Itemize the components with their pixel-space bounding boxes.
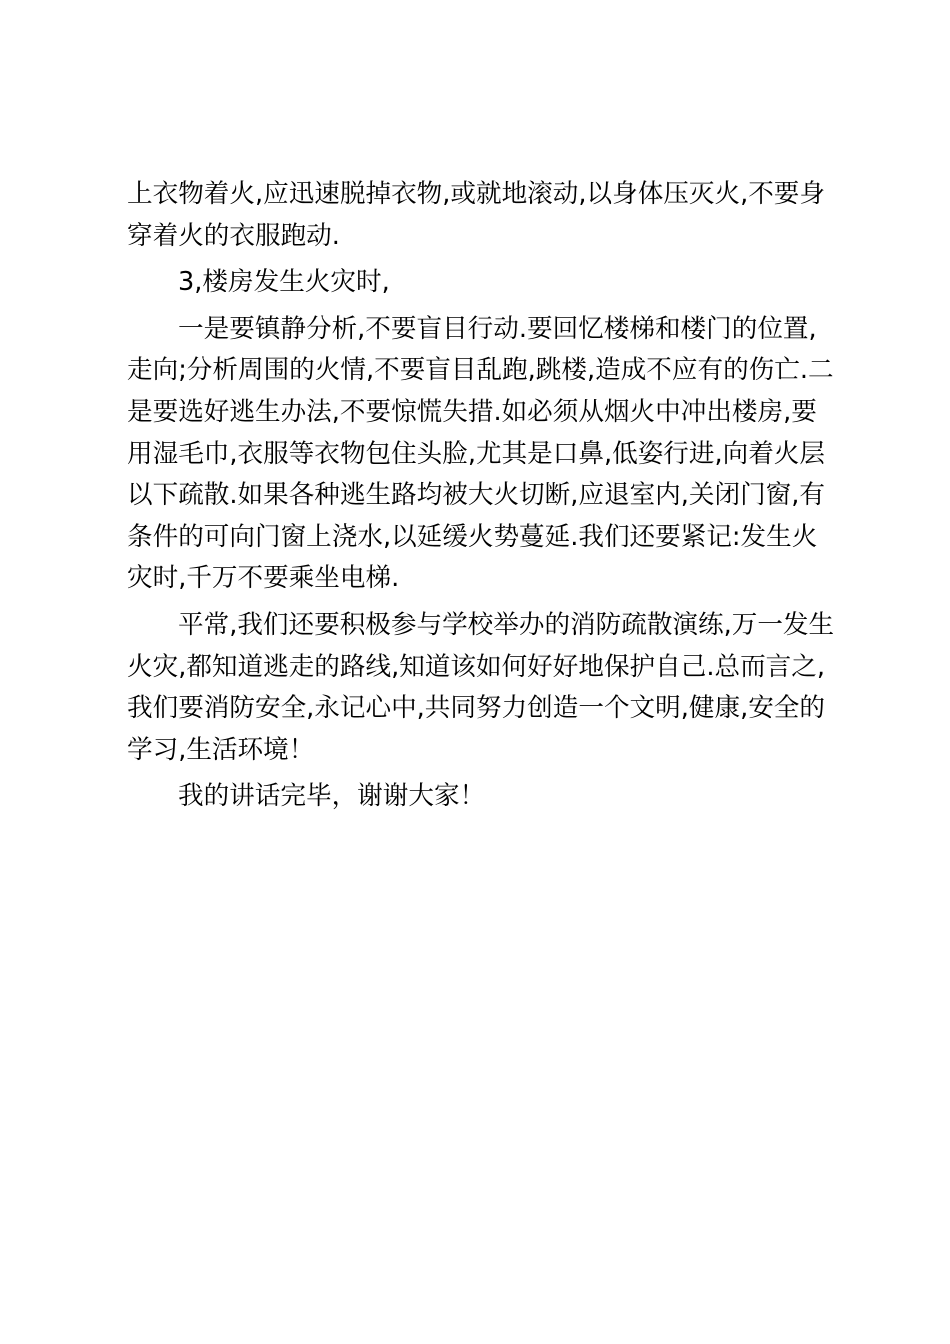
paragraph-escape-advice xyxy=(127,309,839,600)
paragraph-drill xyxy=(127,605,839,771)
text-line: 我们要消防安全,永记心中,共同努力创造一个文明,健康,安全的 xyxy=(127,693,825,724)
text-line: 学习,生活环境！ xyxy=(127,734,315,765)
paragraph-closing xyxy=(127,776,839,818)
document-body xyxy=(127,174,839,818)
text-line: 火灾,都知道逃走的路线,知道该如何好好地保护自己.总而言之, xyxy=(127,651,825,682)
text-line: 平常,我们还要积极参与学校举办的消防疏散演练,万一发生 xyxy=(178,609,835,640)
closing-line: 我的讲话完毕，谢谢大家！ xyxy=(178,781,486,812)
text-line: 是要选好逃生办法,不要惊慌失措.如必须从烟火中冲出楼房,要 xyxy=(127,396,817,427)
text-line: 用湿毛巾,衣服等衣物包住头脸,尤其是口鼻,低姿行进,向着火层 xyxy=(127,438,825,469)
paragraph-clothing-fire xyxy=(127,174,839,257)
section-heading: 3,楼房发生火灾时, xyxy=(178,267,390,298)
text-line: 条件的可向门窗上浇水,以延缓火势蔓延.我们还要紧记:发生火 xyxy=(127,521,818,552)
paragraph-building-fire-heading xyxy=(127,262,839,304)
text-line: 以下疏散.如果各种逃生路均被大火切断,应退室内,关闭门窗,有 xyxy=(127,480,825,511)
text-line: 穿着火的衣服跑动. xyxy=(127,220,340,251)
text-line: 上衣物着火,应迅速脱掉衣物,或就地滚动,以身体压灭火,不要身 xyxy=(127,179,825,209)
text-line: 走向;分析周围的火情,不要盲目乱跑,跳楼,造成不应有的伤亡.二 xyxy=(127,355,834,386)
text-line: 灾时,千万不要乘坐电梯. xyxy=(127,563,400,594)
text-line: 一是要镇静分析,不要盲目行动.要回忆楼梯和楼门的位置, xyxy=(178,313,817,344)
